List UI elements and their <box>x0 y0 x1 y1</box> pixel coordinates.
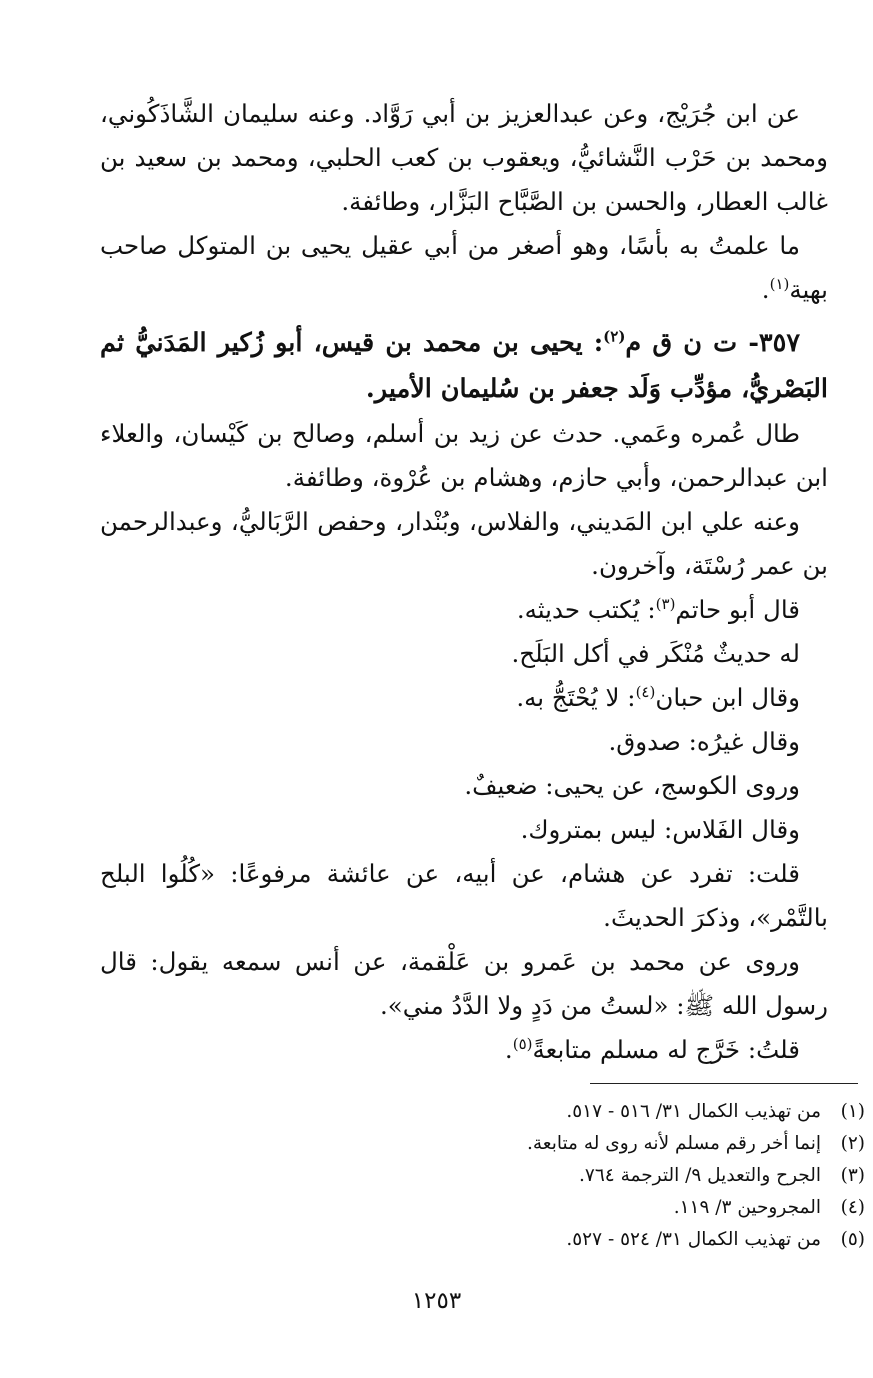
paragraph-narration: وروى عن محمد بن عَمرو بن عَلْقمة، عن أنس سمعه يقول: قال رسول الله ﷺ: «لستُ من دَدٍ ولا الدَّدُ مني». <box>100 947 828 1020</box>
paragraph-ibn-hibban: وقال ابن حبان$^{(٤)}$: لا يُحْتَجُّ به. <box>516 682 800 712</box>
paragraph-assessment: ما علمتُ به بأسًا، وهو أصغر من أبي عقيل يحيى بن المتوكل صاحب بهية$^{(١)}$. <box>100 231 828 304</box>
footnotes <box>300 1096 865 1256</box>
paragraph-muslim: قلتُ: خَرَّج له مسلم متابعةً$^{(٥)}$. <box>504 1034 800 1064</box>
paragraph-teachers: طال عُمره وعَمي. حدث عن زيد بن أسلم، وصالح بن كَيْسان، والعلاء ابن عبدالرحمن، وأبي حازم، وهشام بن عُرْوة، وطائفة. <box>100 419 828 492</box>
footnote: (٤) المجروحين ٣/ ١١٩. <box>673 1197 865 1218</box>
footnote-ref-5: (٥) <box>512 1034 533 1053</box>
paragraph-other: وقال غيرُه: صدوق. <box>608 727 800 756</box>
footnote: (٥) من تهذيب الكمال ٣١/ ٥٢٤ - ٥٢٧. <box>566 1229 865 1250</box>
paragraph-students: وعنه علي ابن المَديني، والفلاس، وبُنْدار، وحفص الرَّبَاليُّ، وعبدالرحمن بن عمر رُسْتَة، وآخرون. <box>100 507 828 580</box>
paragraph-hadith: له حديثٌ مُنْكَر في أكل البَلَح. <box>511 639 800 668</box>
footnote-separator <box>590 1083 858 1084</box>
footnote-ref-4: (٤) <box>635 682 656 701</box>
entry-number: ٣٥٧- ت ن ق م <box>625 328 801 358</box>
paragraph-note: قلت: تفرد عن هشام، عن أبيه، عن عائشة مرفوعًا: «كُلُوا البلح بالتَّمْر»، وذكرَ الحديثَ. <box>100 859 828 932</box>
footnote: (١) من تهذيب الكمال ٣١/ ٥١٦ - ٥١٧. <box>566 1101 865 1122</box>
entry-name: : يحيى بن محمد بن قيس، أبو زُكير المَدَنيُّ ثم البَصْريُّ، مؤدِّب وَلَد جعفر بن سُليمان الأمير. <box>100 328 828 404</box>
entry-heading <box>100 320 828 412</box>
paragraph-abu-hatim: قال أبو حاتم$^{(٣)}$: يُكتب حديثه. <box>516 594 800 624</box>
footnote-ref-3: (٣) <box>655 594 676 613</box>
paragraph-narrators: عن ابن جُرَيْج، وعن عبدالعزيز بن أبي رَوَّاد. وعنه سليمان الشَّاذَكُوني، ومحمد بن حَرْب النَّشائيُّ، ويعقوب بن كعب الحلبي، ومحمد بن سعيد بن غالب العطار، والحسن بن الصَّبَّاح البَزَّار، وطائفة. <box>100 99 828 216</box>
paragraph-kawsaj: وروى الكوسج، عن يحيى: ضعيفٌ. <box>464 771 800 800</box>
paragraph-fallas: وقال الفَلاس: ليس بمتروك. <box>520 815 800 844</box>
footnote-ref-2: (٢) <box>603 327 626 346</box>
main-text <box>100 92 828 1072</box>
page-number: ١٢٥٣ <box>411 1288 462 1314</box>
footnote-ref-1: (١) <box>769 274 790 293</box>
footnote: (٣) الجرح والتعديل ٩/ الترجمة ٧٦٤. <box>579 1165 865 1186</box>
footnote: (٢) إنما أخر رقم مسلم لأنه روى له متابعة. <box>526 1133 865 1154</box>
